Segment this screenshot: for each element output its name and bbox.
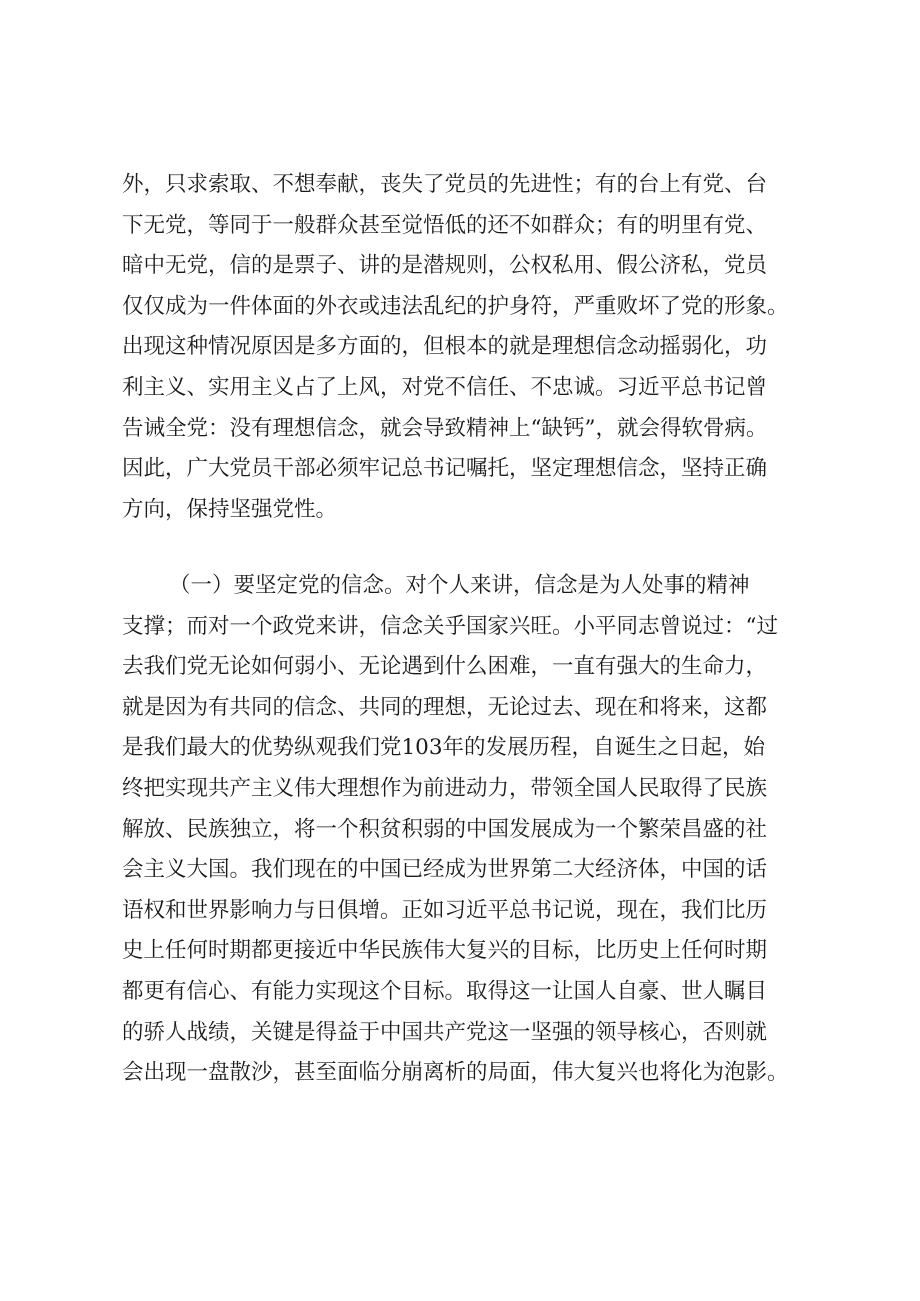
text-line: 去我们党无论如何弱小、无论遇到什么困难，一直有强大的生命力，: [122, 654, 768, 680]
text-line: 仅仅成为一件体面的外衣或违法乱纪的护身符，严重败坏了党的形象。: [122, 293, 789, 319]
text-line: 的骄人战绩，关键是得益于中国共产党这一坚强的领导核心，否则就: [122, 1019, 768, 1045]
text-line: 语权和世界影响力与日俱增。正如习近平总书记说，现在，我们比历: [122, 897, 768, 923]
paragraph-continuation: [122, 165, 822, 530]
text-line: 外，只求索取、不想奉献，丧失了党员的先进性；有的台上有党、台: [122, 172, 768, 197]
text-line: 下无党，等同于一般群众甚至觉悟低的还不如群众；有的明里有党、: [122, 212, 768, 238]
paragraph-party-belief: [122, 566, 822, 1094]
text-line: 都更有信心、有能力实现这个目标。取得这一让国人自豪、世人瞩目: [122, 978, 768, 1004]
text-line: 暗中无党，信的是票子、讲的是潜规则，公权私用、假公济私，党员: [122, 253, 768, 279]
text-line: 是我们最大的优势纵观我们党103年的发展历程，自诞生之日起，始: [122, 735, 766, 761]
text-line: 利主义、实用主义占了上风，对党不信任、不忠诚。习近平总书记曾: [122, 374, 768, 400]
text-line: 会出现一盘散沙，甚至面临分崩离析的局面，伟大复兴也将化为泡影。: [122, 1060, 789, 1086]
text-line: 因此，广大党员干部必须牢记总书记嘱托，坚定理想信念，坚持正确: [122, 456, 768, 482]
text-line: 会主义大国。我们现在的中国已经成为世界第二大经济体，中国的话: [122, 857, 768, 883]
text-line: 告诫全党：没有理想信念，就会导致精神上“缺钙”，就会得软骨病。: [122, 415, 768, 441]
text-line: 出现这种情况原因是多方面的，但根本的就是理想信念动摇弱化，功: [122, 334, 768, 360]
text-line: 支撑；而对一个政党来讲，信念关乎国家兴旺。小平同志曾说过：“过: [122, 613, 778, 639]
text-line: 方向，保持坚强党性。: [122, 496, 338, 522]
text-line: 解放、民族独立，将一个积贫积弱的中国发展成为一个繁荣昌盛的社: [122, 816, 768, 842]
text-line: 就是因为有共同的信念、共同的理想，无论过去、现在和将来，这都: [122, 694, 768, 720]
text-line: 终把实现共产主义伟大理想作为前进动力，带领全国人民取得了民族: [122, 775, 768, 801]
text-line: （一）要坚定党的信念。对个人来讲，信念是为人处事的精神: [169, 573, 750, 598]
text-line: 史上任何时期都更接近中华民族伟大复兴的目标，比历史上任何时期: [122, 938, 768, 964]
